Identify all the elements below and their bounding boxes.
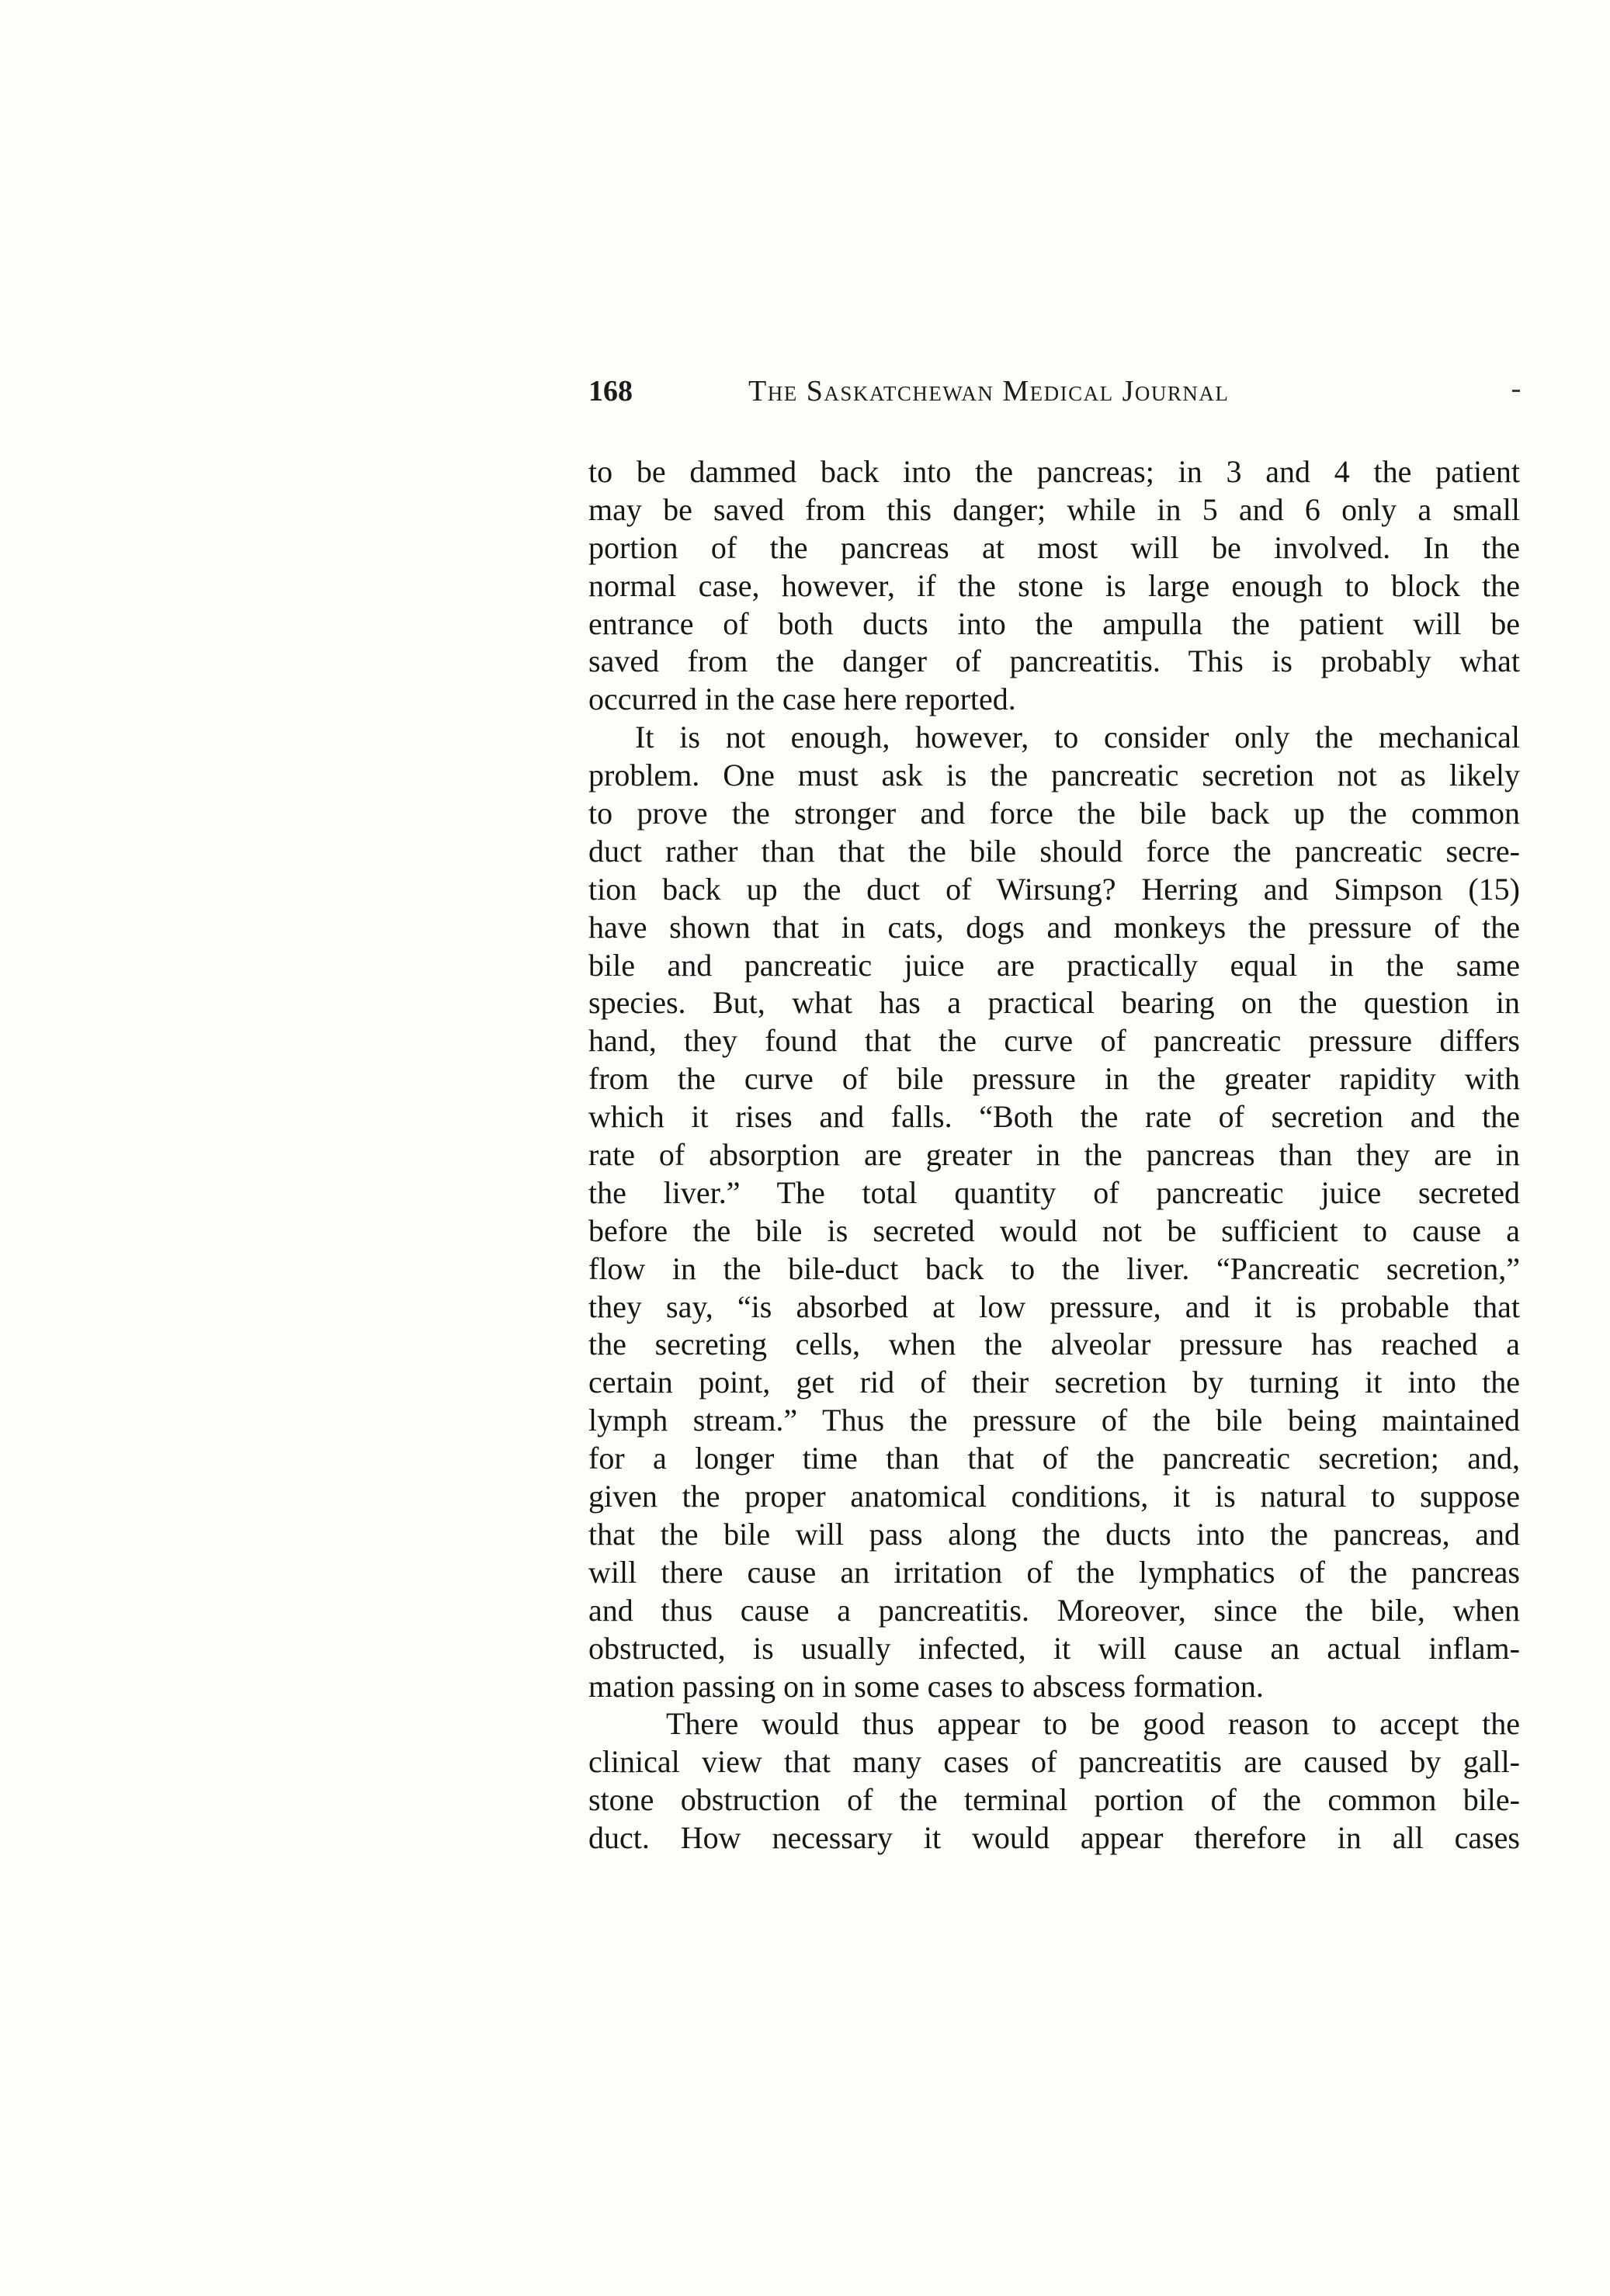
running-head — [588, 371, 1528, 411]
text-line: portion of the pancreas at most will be involved. In the — [588, 529, 1520, 565]
text-line: species. But, what has a practical bearing on the question in — [588, 985, 1520, 1021]
header-mark — [1512, 390, 1520, 392]
text-line: the secreting cells, when the alveolar pressure has reached a — [588, 1327, 1520, 1362]
text-line: hand, they found that the curve of pancreatic pressure differs — [588, 1023, 1520, 1059]
text-line: duct. How necessary it would appear therefore in all cases — [588, 1820, 1520, 1856]
text-line: lymph stream.” Thus the pressure of the bile being maintained — [588, 1403, 1520, 1438]
article-body — [588, 453, 1520, 1857]
text-line: mation passing on in some cases to abscess formation. — [588, 1668, 1264, 1704]
journal-title: The Saskatchewan Medical Journal — [748, 375, 1230, 408]
text-line: There would thus appear to be good reason to accept the — [666, 1706, 1520, 1742]
text-line: certain point, get rid of their secretion by turning it into the — [588, 1365, 1520, 1400]
text-line: problem. One must ask is the pancreatic secretion not as likely — [588, 758, 1520, 793]
text-line: from the curve of bile pressure in the greater rapidity with — [588, 1061, 1520, 1097]
text-line: flow in the bile-duct back to the liver. “Pancreatic secretion,” — [588, 1250, 1520, 1286]
text-line: occurred in the case here reported. — [588, 682, 1016, 717]
text-line: bile and pancreatic juice are practically equal in the same — [588, 947, 1520, 983]
page-number: 168 — [588, 375, 633, 408]
text-line: which it rises and falls. “Both the rate of secretion and the — [588, 1099, 1520, 1135]
text-line: normal case, however, if the stone is large enough to block the — [588, 567, 1520, 603]
text-line: entrance of both ducts into the ampulla the patient will be — [588, 605, 1520, 641]
text-line: may be saved from this danger; while in 5 and 6 only a small — [588, 491, 1520, 527]
text-line: before the bile is secreted would not be sufficient to cause a — [588, 1212, 1520, 1248]
text-line: they say, “is absorbed at low pressure, and it is probable that — [588, 1288, 1520, 1324]
text-line: to prove the stronger and force the bile back up the common — [588, 796, 1520, 831]
text-line: that the bile will pass along the ducts into the pancreas, and — [588, 1516, 1520, 1552]
text-line: tion back up the duct of Wirsung? Herring and Simpson (15) — [588, 871, 1520, 907]
text-line: stone obstruction of the terminal portion of the common bile- — [588, 1782, 1520, 1818]
text-line: have shown that in cats, dogs and monkeys the pressure of the — [588, 909, 1520, 945]
text-line: to be dammed back into the pancreas; in 3 and 4 the patient — [588, 454, 1520, 489]
text-line: It is not enough, however, to consider only the mechanical — [635, 720, 1520, 755]
text-line: will there cause an irritation of the lymphatics of the pancreas — [588, 1554, 1520, 1590]
text-line: given the proper anatomical conditions, it is natural to suppose — [588, 1479, 1520, 1514]
text-line: obstructed, is usually infected, it will cause an actual inflam- — [588, 1630, 1520, 1666]
text-line: clinical view that many cases of pancreatitis are caused by gall- — [588, 1744, 1520, 1780]
text-line: saved from the danger of pancreatitis. This is probably what — [588, 643, 1520, 679]
text-line: and thus cause a pancreatitis. Moreover, since the bile, when — [588, 1592, 1520, 1628]
text-line: the liver.” The total quantity of pancreatic juice secreted — [588, 1174, 1520, 1210]
text-line: duct rather than that the bile should force the pancreatic secre- — [588, 833, 1520, 869]
text-line: rate of absorption are greater in the pancreas than they are in — [588, 1137, 1520, 1173]
text-line: for a longer time than that of the pancreatic secretion; and, — [588, 1441, 1520, 1476]
